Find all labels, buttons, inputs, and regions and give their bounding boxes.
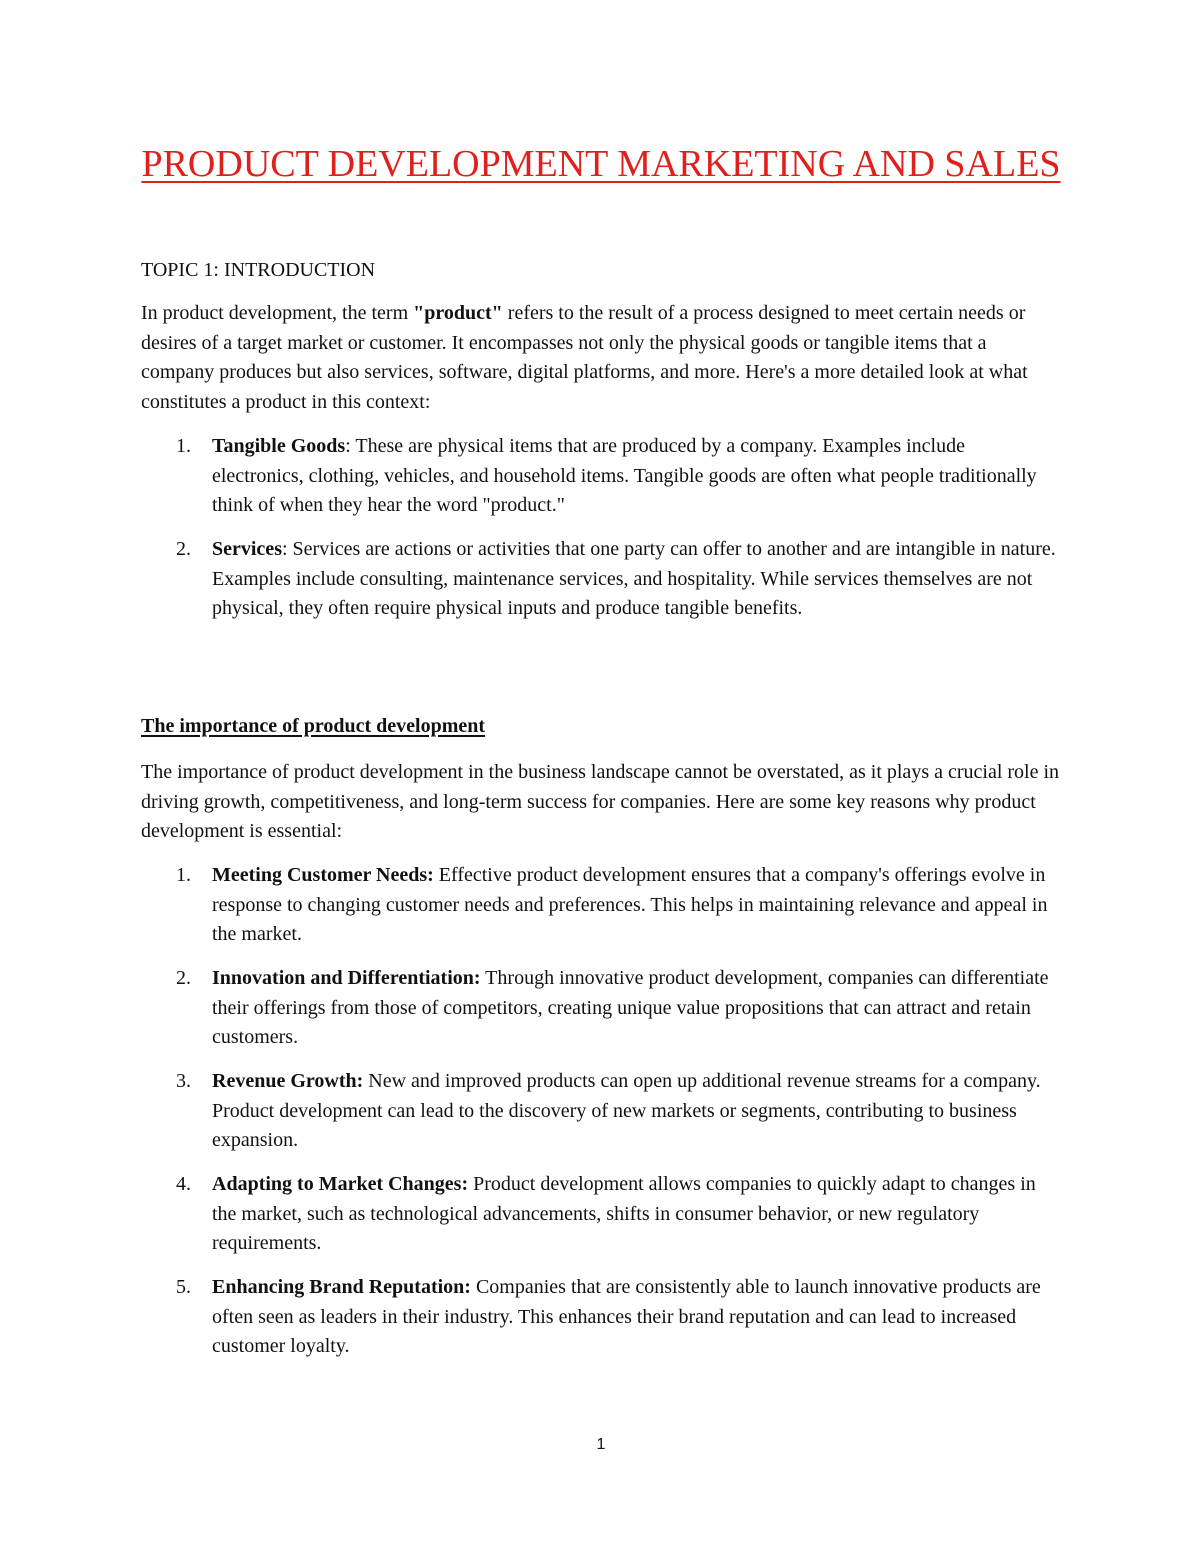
list-item-text: Effective product development ensures that a company's offerings evolve in response to changing customer needs and preferences. This helps in maintaining relevance and appeal in the market. <box>212 864 1048 945</box>
importance-paragraph: The importance of product development in the business landscape cannot be overstated, as it plays a crucial role in driving growth, competitiveness, and long-term success for companies. Here are some key reasons why product development is essential: <box>141 761 1060 842</box>
list-item-text: : These are physical items that are produced by a company. Examples include electronics, clothing, vehicles, and household items. Tangible goods are often what people traditionally think of when they hear the word "product." <box>212 435 1037 516</box>
intro-term: "product" <box>413 302 503 324</box>
intro-text-pre: In product development, the term <box>141 302 414 324</box>
list-number: 1. <box>176 435 191 457</box>
list-item <box>141 1170 1061 1259</box>
list-item <box>141 535 1061 624</box>
document-page <box>141 0 1061 1553</box>
list-item-term: Innovation and Differentiation: <box>212 967 481 989</box>
intro-paragraph <box>141 299 1061 417</box>
list-item <box>141 1273 1061 1362</box>
list-number: 5. <box>176 1276 191 1298</box>
intro-text-post: refers to the result of a process designed to meet certain needs or desires of a target market or customer. It encompasses not only the physical goods or tangible items that a company produces but also services, software, digital platforms, and more. Here's a more detailed look at what constitutes a product in this context: <box>141 302 1028 413</box>
list-item-text: Product development allows companies to quickly adapt to changes in the market, such as technological advancements, shifts in consumer behavior, or new regulatory requirements. <box>212 1173 1036 1254</box>
list-number: 2. <box>176 538 191 560</box>
list-item-text: Companies that are consistently able to launch innovative products are often seen as leaders in their industry. This enhances their brand reputation and can lead to increased customer loyalty. <box>212 1276 1041 1357</box>
list-item <box>141 861 1061 950</box>
list-item <box>141 432 1061 521</box>
list-item-term: Meeting Customer Needs: <box>212 864 434 886</box>
importance-heading: The importance of product development <box>141 715 486 737</box>
list-item-text: Through innovative product development, companies can differentiate their offerings from those of competitors, creating unique value propositions that can attract and retain customers. <box>212 967 1049 1048</box>
list-item-term: Services <box>212 538 282 560</box>
page-number: 1 <box>596 1436 606 1453</box>
list-item-text: New and improved products can open up additional revenue streams for a company. Product development can lead to the discovery of new markets or segments, contributing to business expansion. <box>212 1070 1041 1151</box>
list-item-term: Enhancing Brand Reputation: <box>212 1276 471 1298</box>
list-number: 3. <box>176 1070 191 1092</box>
list-number: 1. <box>176 864 191 886</box>
product-types-list <box>141 432 1061 638</box>
list-item-term: Revenue Growth: <box>212 1070 364 1092</box>
topic-heading: TOPIC 1: INTRODUCTION <box>141 259 376 281</box>
list-item <box>141 1067 1061 1156</box>
reasons-list <box>141 861 1061 1376</box>
list-number: 4. <box>176 1173 191 1195</box>
document-title: PRODUCT DEVELOPMENT MARKETING AND SALES <box>141 143 1061 185</box>
list-number: 2. <box>176 967 191 989</box>
list-item-term: Adapting to Market Changes: <box>212 1173 469 1195</box>
list-item <box>141 964 1061 1053</box>
list-item-term: Tangible Goods <box>212 435 346 457</box>
list-item-text: : Services are actions or activities that one party can offer to another and are intangible in nature. Examples include consulting, maintenance services, and hospitality. While services themselves are not physical, they often require physical inputs and produce tangible benefits. <box>212 538 1056 619</box>
